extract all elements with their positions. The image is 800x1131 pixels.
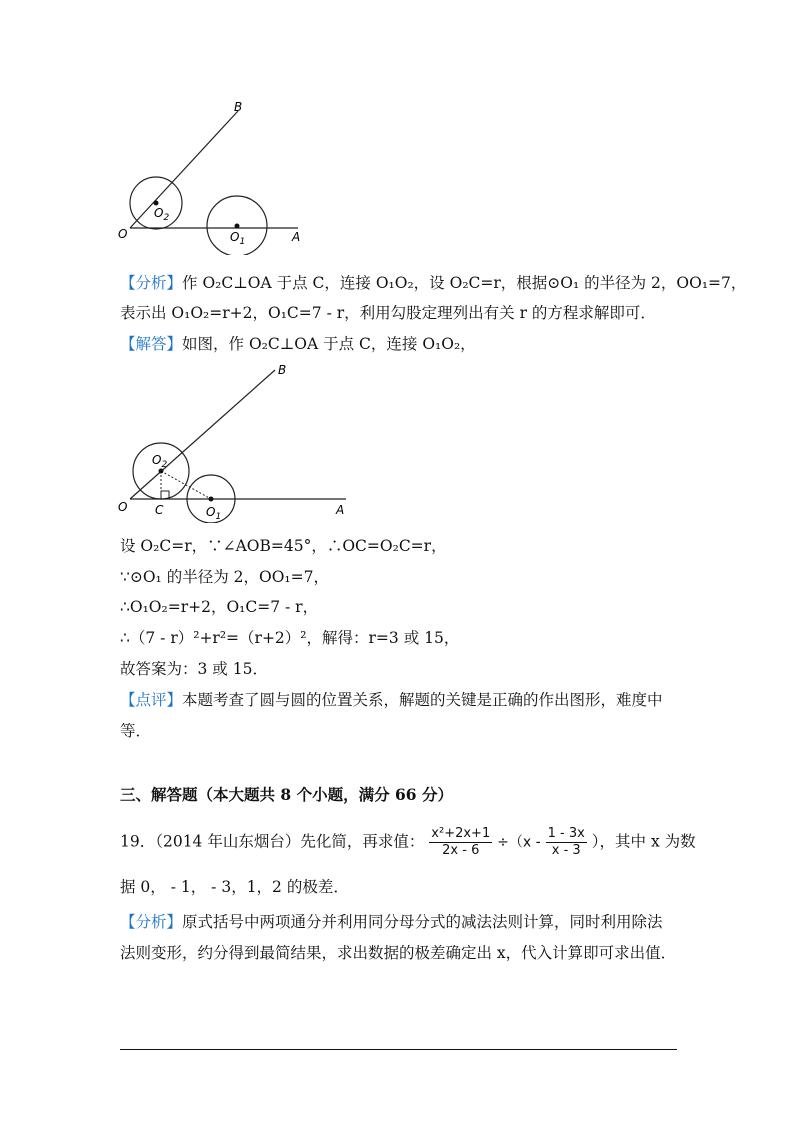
q19-prefix: 19．（2014 年山东烟台）先化简，再求值： [120,832,425,851]
analysis-19-tag: 【分析】 [120,913,183,931]
section-heading: 三、解答题（本大题共 8 个小题，满分 66 分） [120,785,453,804]
question-19-line-1 [120,826,696,859]
step-4: ∴（7 - r）²+r²=（r+2）²，解得：r=3 或 15， [120,629,460,647]
footer-rule [120,1049,677,1050]
comment-tag: 【点评】 [120,691,183,709]
analysis-1-line-2: 表示出 O₁O₂=r+2，O₁C=7 - r，利用勾股定理列出有关 r 的方程求解即可． [120,304,656,322]
ray-OB [130,111,238,228]
center-O1-dot [235,224,240,229]
figure-2-diagram [110,358,355,523]
label-O: O [118,500,128,514]
analysis-19-line-1 [120,911,663,933]
label-C: C [155,503,164,517]
q19-fraction-1-denominator: 2x - 6 [442,843,480,858]
q19-fraction-1-numerator: x²+2x+1 [431,826,491,841]
label-O: O [118,227,128,241]
label-O2: $O_2$ [152,453,168,470]
analysis-19-line-2: 法则变形，约分得到最简结果，求出数据的极差确定出 x，代入计算即可求出值． [120,944,677,962]
center-O2-dot [154,201,159,206]
solution-1-text: 如图，作 O₂C⊥OA 于点 C，连接 O₁O₂， [182,335,476,353]
label-B: B [278,363,287,377]
center-O1-dot [209,497,214,502]
q19-fraction-2-denominator: x - 3 [551,843,581,858]
label-A: A [336,503,345,517]
label-O1: $O_1$ [230,230,246,247]
q19-fraction-2-numerator: 1 - 3x [547,826,585,841]
label-O2: $O_2$ [154,206,170,223]
figure-1-diagram [110,95,320,255]
ray-OB [130,370,275,499]
step-3: ∴O₁O₂=r+2，O₁C=7 - r， [120,598,319,616]
step-2: ∵⊙O₁ 的半径为 2，OO₁=7， [120,568,329,586]
question-19-line-2: 据 0， - 1， - 3，1，2 的极差． [120,878,349,896]
comment-line-2: 等． [120,722,152,740]
analysis-19-text-1: 原式括号中两项通分并利用同分母分式的减法法则计算，同时利用除法 [182,913,663,931]
solution-tag: 【解答】 [120,335,183,353]
comment-line-1 [120,689,663,711]
analysis-1-text-1: 作 O₂C⊥OA 于点 C，连接 O₁O₂，设 O₂C=r，根据⊙O₁ 的半径为 2，OO₁=7， [182,274,747,292]
label-B: B [234,100,243,114]
step-5: 故答案为：3 或 15． [120,660,268,678]
label-O1: $O_1$ [206,505,222,522]
step-1: 设 O₂C=r，∵∠AOB=45°，∴OC=O₂C=r， [120,537,447,555]
analysis-1-line-1 [120,272,746,294]
q19-operator: ÷（x - [497,834,541,851]
q19-fraction-2 [546,826,587,859]
q19-suffix: ），其中 x 为数 [591,832,696,851]
solution-1-line [120,333,476,355]
q19-fraction-1 [429,826,492,859]
analysis-tag: 【分析】 [120,274,183,292]
comment-text-1: 本题考查了圆与圆的位置关系，解题的关键是正确的作出图形，难度中 [182,691,663,709]
label-A: A [292,230,301,244]
